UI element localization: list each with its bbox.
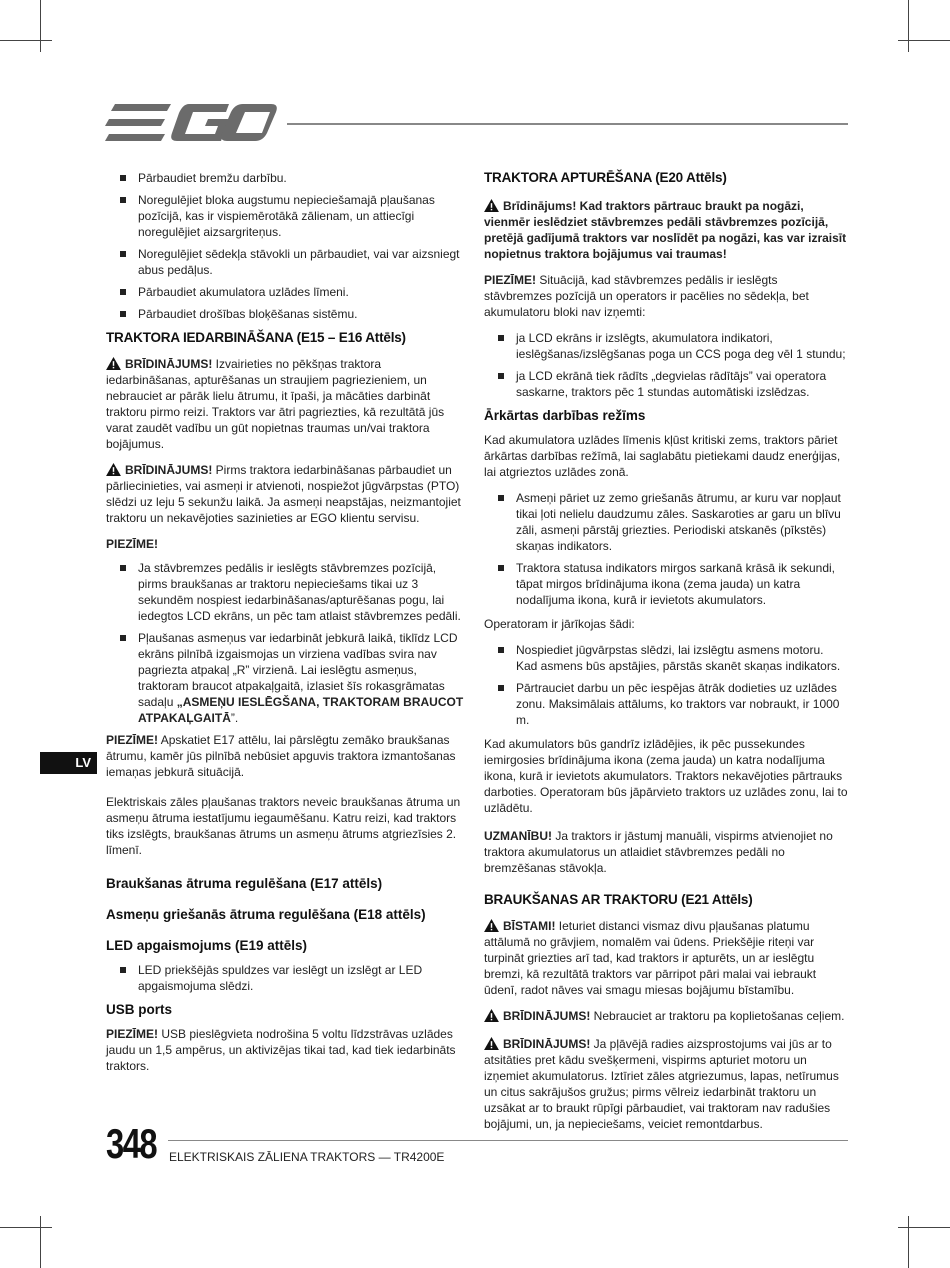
- list-item: Traktora statusa indikators mirgos sarkanā krāsā ik sekundi, tāpat mirgos brīdinājuma ikona (zema jauda) un katra nodalījuma ikona, kurā ir ievietots akumulators.: [484, 560, 848, 608]
- crop-mark: [0, 40, 52, 41]
- warning-triangle-icon: [106, 357, 121, 370]
- emergency-bullet-list: [484, 490, 848, 608]
- danger-label: BĪSTAMI!: [503, 919, 556, 933]
- header-rule: [287, 123, 848, 125]
- caution-label: UZMANĪBU!: [484, 829, 552, 843]
- warning-paragraph: BRĪDINĀJUMS! Ja pļāvējā radies aizsprostojums vai jūs ar to atsitāties pret kādu svešķermeni, vispirms apturiet motoru un izņemiet akumulatorus. Iztīriet zāles atgriezumus, lapas, netīrumus un citus sakrājušos gružus; pirms vēlreiz iedarbināt traktoru un uzsākat ar to braukt rūpīgi pārbaudiet, vai traktoram nav radušies bojājumi, un, ja nepieciešams, veiciet remontdarbus.: [484, 1037, 839, 1131]
- crop-mark: [908, 1216, 909, 1268]
- square-bullet-icon: [120, 289, 126, 295]
- section-heading-drive: BRAUKŠANAS AR TRAKTORU (E21 Attēls): [484, 892, 753, 907]
- heading-usb: USB ports: [106, 1002, 173, 1017]
- heading-speed: Braukšanas ātruma regulēšana (E17 attēls): [106, 876, 383, 891]
- danger-paragraph: BĪSTAMI! Ieturiet distanci vismaz divu pļaušanas platumu attālumā no grāvjiem, nomalēm vai ūdens. Priekšējie riteņi var turpināt griezties arī tad, kad traktors ir apturēts, un ar ieslēgtu bremzi, kā rezultātā traktors var pārripot pāri malai vai iebraukt ūdenī, radot nāves vai smagu miesas bojājumu bīstamību.: [484, 919, 817, 997]
- warning-triangle-icon: [484, 919, 499, 932]
- list-item: ja LCD ekrānā tiek rādīts „degvielas rādītājs” vai operatora saskarne, traktors pēc 1 stundas automātiski izslēdzas.: [484, 368, 848, 400]
- warning-label: BRĪDINĀJUMS!: [503, 1009, 591, 1023]
- list-item: Noregulējiet sēdekļa stāvokli un pārbaudiet, vai var aizsniegt abus pedāļus.: [106, 246, 468, 278]
- warning-label: BRĪDINĀJUMS!: [503, 1037, 591, 1051]
- heading-led: LED apgaismojums (E19 attēls): [106, 938, 308, 953]
- page-number: 348: [106, 1120, 156, 1167]
- square-bullet-icon: [498, 685, 504, 691]
- warning-paragraph: Brīdinājums! Kad traktors pārtrauc braukt pa nogāzi, vienmēr ieslēdziet stāvbremzes pedāli stāvbremzes pozīcijā, pretējā gadījumā traktors var noslīdēt pa nogāzi, kas var izraisīt nopietnus traktora bojājumus vai traumas!: [484, 199, 847, 261]
- warning-triangle-icon: [106, 463, 121, 476]
- note-label: PIEZĪME!: [106, 1027, 159, 1041]
- square-bullet-icon: [120, 175, 126, 181]
- note-label: PIEZĪME!: [106, 537, 159, 551]
- section-heading-start: TRAKTORA IEDARBINĀŠANA (E15 – E16 Attēls): [106, 330, 406, 345]
- crop-mark: [0, 1227, 52, 1228]
- warning-paragraph: BRĪDINĀJUMS! Izvairieties no pēkšņas traktora iedarbināšanas, apturēšanas un straujiem pagriezieniem, un nebrauciet ar pārāk lielu ātrumu, it īpaši, ja mācāties darbināt traktoru pirmo reizi. Traktors var ātri pagriezties, kā rezultātā jūs varat zaudēt vadību un gūt nopietnas traumas un/vai traktora bojājumus.: [106, 357, 445, 451]
- heading-blade: Asmeņu griešanās ātruma regulēšana (E18 attēls): [106, 907, 426, 922]
- square-bullet-icon: [120, 635, 126, 641]
- emergency-paragraph: Kad akumulatora uzlādes līmenis kļūst kritiski zems, traktors pāriet ārkārtas darbības režīmā, lai saglabātu pietiekami daudz enerģijas, lai atgrieztos uzlādes zonā.: [484, 433, 841, 479]
- list-item: Pļaušanas asmeņus var iedarbināt jebkurā laikā, tiklīdz LCD ekrāns pilnībā izgaismojas un virziena vadības svira nav pagriezta atpakaļ „R” virzienā. Lai ieslēgtu asmeņus, traktoram braucot atpakaļgaitā, izlasiet šīs rokasgrāmatas sadaļu „ASMEŅU IESLĒGŠANA, TRAKTORAM BRAUCOT ATPAKAĻGAITĀ”.: [106, 630, 468, 726]
- warning-triangle-icon: [484, 1009, 499, 1022]
- usb-paragraph: PIEZĪME! USB pieslēgvieta nodrošina 5 voltu līdzstrāvas uzlādes jaudu un 1,5 ampērus, un aktivizējas tikai tad, kad tiek iedarbināts traktors.: [106, 1027, 456, 1073]
- square-bullet-icon: [498, 565, 504, 571]
- square-bullet-icon: [120, 197, 126, 203]
- note-label: PIEZĪME!: [106, 733, 159, 747]
- list-item: Noregulējiet bloka augstumu nepieciešamajā pļaušanas pozīcijā, kas ir vispiemērotākā zālienam, un attiecīgi noregulējiet aizsargriteņus.: [106, 192, 468, 240]
- square-bullet-icon: [498, 373, 504, 379]
- left-column: [106, 170, 468, 1084]
- note-paragraph: PIEZĪME! Apskatiet E17 attēlu, lai pārslēgtu zemāko braukšanas ātrumu, kamēr jūs pilnībā nebūsiet apguvis traktora izmantošanas iemaņas jebkurā situācijā.: [106, 733, 456, 779]
- ego-logo: [105, 102, 277, 144]
- note-paragraph: PIEZĪME! Situācijā, kad stāvbremzes pedālis ir ieslēgts stāvbremzes pozīcijā un operators ir pacēlies no sēdekļa, bet akumulatoru bloki nav izņemti:: [484, 273, 809, 319]
- list-item: Pārbaudiet akumulatora uzlādes līmeni.: [106, 284, 468, 300]
- warning-paragraph: BRĪDINĀJUMS! Pirms traktora iedarbināšanas pārbaudiet un pārliecinieties, vai asmeņi ir atvienoti, nospiežot jūgvārpstas (PTO) slēdzi uz leju 5 sekunžu laikā. Ja asmeņi neapstājas, neizmantojiet traktoru un nekavējoties sazinieties ar EGO klientu servisu.: [106, 463, 461, 525]
- list-item: LED priekšējās spuldzes var ieslēgt un izslēgt ar LED apgaismojuma slēdzi.: [106, 962, 468, 994]
- operator-bullet-list: [484, 642, 848, 728]
- square-bullet-icon: [120, 251, 126, 257]
- led-bullet-list: [106, 962, 468, 994]
- crop-mark: [898, 1227, 950, 1228]
- warning-label: BRĪDINĀJUMS!: [125, 357, 213, 371]
- note-label: PIEZĪME!: [484, 273, 537, 287]
- square-bullet-icon: [498, 647, 504, 653]
- crop-mark: [908, 0, 909, 52]
- square-bullet-icon: [120, 565, 126, 571]
- square-bullet-icon: [498, 335, 504, 341]
- note-bullet-list: [106, 560, 468, 726]
- list-item: Pārbaudiet bremžu darbību.: [106, 170, 468, 186]
- footer-title: ELEKTRISKAIS ZĀLIENA TRAKTORS — TR4200E: [169, 1150, 445, 1164]
- speed-paragraph: Elektriskais zāles pļaušanas traktors neveic braukšanas ātruma un asmeņu ātruma iestatījumu iegaumēšanu. Katru reizi, kad traktors tiks izslēgts, braukšanas ātrums un asmeņu ātrums atgriezīsies 2. līmenī.: [106, 795, 461, 857]
- list-item: Pārtrauciet darbu un pēc iespējas ātrāk dodieties uz uzlādes zonu. Maksimālais attālums, ko traktors var nobraukt, ir 1000 m.: [484, 680, 848, 728]
- list-item: Ja stāvbremzes pedālis ir ieslēgts stāvbremzes pozīcijā, pirms braukšanas ar traktoru nepieciešams tikai uz 3 sekundēm nospiest iedarbināšanas/apturēšanas pogu, lai iedegtos LCD ekrāns, un pēc tam atlaist stāvbremzes pedāli.: [106, 560, 468, 624]
- square-bullet-icon: [498, 495, 504, 501]
- warning-label: BRĪDINĀJUMS!: [125, 463, 213, 477]
- depleted-paragraph: Kad akumulators būs gandrīz izlādējies, ik pēc pussekundes iemirgosies brīdinājuma ikona (zema jauda) un katra nodalījuma ikona, kurā ir ievietots akumulators. Traktors nekavējoties pārtrauks darboties. Operatoram būs jāpārvieto traktors uz uzlādes zonu, lai to uzlādētu.: [484, 737, 848, 815]
- heading-emergency: Ārkārtas darbības režīms: [484, 408, 646, 423]
- square-bullet-icon: [120, 967, 126, 973]
- warning-triangle-icon: [484, 199, 499, 212]
- footer-rule: [168, 1140, 848, 1141]
- right-column: [484, 170, 848, 1142]
- crop-mark: [898, 40, 950, 41]
- list-item: Pārbaudiet drošības bloķēšanas sistēmu.: [106, 306, 468, 322]
- operator-intro: Operatoram ir jārīkojas šādi:: [484, 617, 635, 631]
- language-tab: LV: [40, 752, 97, 774]
- crop-mark: [40, 0, 41, 52]
- list-item: Asmeņi pāriet uz zemo griešanās ātrumu, ar kuru var nopļaut tikai ļoti nelielu daudzumu zāles. Saskaroties ar garu un blīvu zāli, asmeņi pārstāj griezties. Periodiski atskanēs (pīkstēs) skaņas indikators.: [484, 490, 848, 554]
- warning-paragraph: BRĪDINĀJUMS! Nebrauciet ar traktoru pa koplietošanas ceļiem.: [484, 1008, 848, 1024]
- section-heading-stop: TRAKTORA APTURĒŠANA (E20 Attēls): [484, 170, 727, 185]
- warning-triangle-icon: [484, 1037, 499, 1050]
- square-bullet-icon: [120, 311, 126, 317]
- intro-bullet-list: [106, 170, 468, 322]
- stop-bullet-list: [484, 330, 848, 400]
- caution-paragraph: UZMANĪBU! Ja traktors ir jāstumj manuāli, vispirms atvienojiet no traktora akumulatorus un atlaidiet stāvbremzes pedāli no bremzēšanas stāvokļa.: [484, 829, 833, 875]
- list-item: Nospiediet jūgvārpstas slēdzi, lai izslēgtu asmens motoru. Kad asmens būs apstājies, pārstās skanēt skaņas indikators.: [484, 642, 848, 674]
- list-item: ja LCD ekrāns ir izslēgts, akumulatora indikatori, ieslēgšanas/izslēgšanas poga un CCS poga deg vēl 1 stundu;: [484, 330, 848, 362]
- crop-mark: [40, 1216, 41, 1268]
